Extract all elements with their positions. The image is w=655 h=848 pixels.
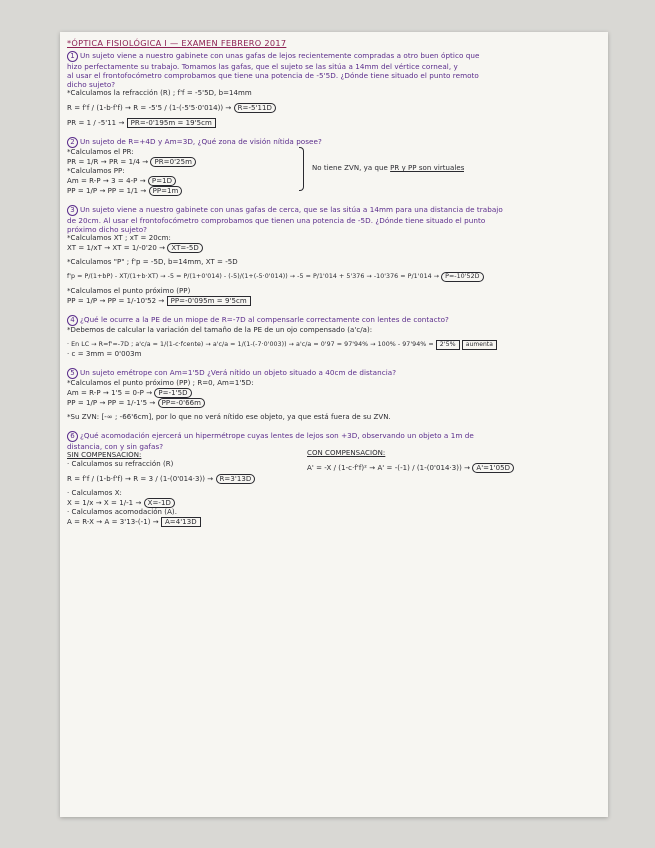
question-number: 3	[67, 205, 78, 216]
exam-sheet	[60, 32, 608, 817]
step-text: · Calculamos su refracción (R)	[67, 460, 174, 468]
step-formula: PP = 1/P → PP = 1/1 → PP=1m	[67, 186, 603, 196]
question-1-line: hizo perfectamente su trabajo. Tomamos las gafas, que el sujeto se las sitúa a 14mm del vértice corneal, y	[67, 62, 458, 71]
step-formula: R = f'f / (1-b·f'f) → R = -5'5 / (1-(-5'5·0'014)) → R=-5'11D	[67, 103, 603, 113]
question-6	[67, 431, 603, 527]
result-box: R=-5'11D	[234, 103, 276, 113]
step-text: *Calculamos la refracción (R) ; f'f = -5'5D, b=14mm	[67, 89, 252, 97]
result-box: PP=-0'66m	[158, 398, 205, 408]
step-text: · Calculamos acomodación (A).	[67, 508, 177, 516]
result-box: A'=1'05D	[472, 463, 514, 473]
step-text: *Calculamos XT ; xT = 20cm:	[67, 234, 171, 242]
result-box: aumenta	[462, 340, 497, 350]
curly-brace	[299, 147, 304, 191]
question-3-line: de 20cm. Al usar el frontofocómetro comprobamos que tienen una potencia de -5D. ¿Dónde tiene situado el punto	[67, 216, 486, 225]
step-formula: PP = 1/P → PP = 1/-1'5 → PP=-0'66m	[67, 398, 603, 408]
step-text: *Calculamos el punto próximo (PP) ; R=0, Am=1'5D:	[67, 379, 254, 387]
step-text: · c = 3mm = 0'003m	[67, 350, 142, 358]
step-formula: XT = 1/xT → XT = 1/-0'20 → XT=-5D	[67, 243, 603, 253]
result-box: PP=-0'095m = 9'5cm	[167, 296, 251, 306]
step-formula: · En LC → R=f'=-7D ; a'c/a = 1/(1-c·fcente) → a'c/a = 1/(1-(-7·0'003)) → a'c/a = 0'97 = 97'94% → 100% - 97'94% = 2'5% aumenta	[67, 340, 603, 350]
question-1	[67, 51, 603, 128]
question-2-text: 2 Un sujeto de R=+4D y Am=3D, ¿Qué zona de visión nítida posee?	[67, 137, 603, 148]
step-formula: PR = 1 / -5'11 → PR=-0'195m = 19'5cm	[67, 118, 603, 128]
step-text: *Debemos de calcular la variación del tamaño de la PE de un ojo compensado (a'c/a):	[67, 326, 373, 334]
question-6-text: 6 ¿Qué acomodación ejercerá un hipermétrope cuyas lentes de lejos son +3D, observando un objeto a 1m de	[67, 431, 603, 442]
question-number: 2	[67, 137, 78, 148]
step-formula: A' = -X / (1-c·f'f)² → A' = -(-1) / (1-(0'014·3)) → A'=1'05D	[307, 463, 514, 473]
step-formula: A = R-X → A = 3'13-(-1) → A=4'13D	[67, 517, 603, 527]
handwritten-content	[67, 38, 603, 527]
step-text: *Su ZVN: [-∞ ; -66'6cm], por lo que no verá nítido ese objeto, ya que está fuera de su ZVN.	[67, 413, 391, 421]
step-formula: f'p = P/(1+bP) - XT/(1+b·XT) → -5 = P/(1+0'014) - (-5)/(1+(-5·0'014)) → -5 = P/1'014 + 5'376 → -10'376 = P/1'014 → P=-10'52D	[67, 272, 603, 282]
result-box: R=3'13D	[216, 474, 256, 484]
question-6-line: distancia, con y sin gafas?	[67, 442, 164, 451]
result-box: PR=0'25m	[150, 157, 195, 167]
page-title: *ÓPTICA FISIOLÓGICA I — EXAMEN FEBRERO 2017	[67, 38, 287, 48]
with-compensation	[307, 449, 514, 473]
question-4-text: 4 ¿Qué le ocurre a la PE de un miope de R=-7D al compensarle correctamente con lentes de contacto?	[67, 315, 603, 326]
step-text: *Calculamos el punto próximo (PP)	[67, 287, 191, 295]
question-number: 6	[67, 431, 78, 442]
step-text: · Calculamos X:	[67, 489, 122, 497]
question-5	[67, 368, 603, 422]
step-formula: Am = R-P → 3 = 4-P → P=1D	[67, 176, 603, 186]
result-box: P=-10'52D	[441, 272, 483, 282]
note-text: No tiene ZVN, ya que PR y PP son virtuales	[312, 164, 465, 172]
question-1-text: 1 Un sujeto viene a nuestro gabinete con unas gafas de lejos recientemente compradas a otro buen óptico que	[67, 51, 603, 62]
question-3-text: 3 Un sujeto viene a nuestro gabinete con unas gafas de cerca, que se las sitúa a 14mm para una distancia de trabajo	[67, 205, 603, 216]
step-formula: Am = R-P → 1'5 = 0-P → P=-1'5D	[67, 388, 603, 398]
question-number: 1	[67, 51, 78, 62]
result-box: A=4'13D	[161, 517, 201, 527]
result-box: PR=-0'195m = 19'5cm	[127, 118, 216, 128]
question-1-line: al usar el frontofocómetro comprobamos que tiene una potencia de -5'5D. ¿Dónde tiene situado el punto remoto	[67, 71, 479, 80]
result-box: XT=-5D	[167, 243, 202, 253]
step-text: *Calculamos el PR:	[67, 148, 134, 156]
question-1-line: dicho sujeto?	[67, 80, 116, 89]
section-title: SIN COMPENSACIÓN:	[67, 451, 142, 459]
result-box: X=-1D	[144, 498, 175, 508]
question-3-line: próximo dicho sujeto?	[67, 225, 148, 234]
section-title: CON COMPENSACIÓN:	[307, 449, 386, 457]
question-5-text: 5 Un sujeto emétrope con Am=1'5D ¿Verá nítido un objeto situado a 40cm de distancia?	[67, 368, 603, 379]
question-3	[67, 205, 603, 306]
question-2	[67, 137, 603, 196]
step-text: *Calculamos PP:	[67, 167, 125, 175]
step-formula: R = f'f / (1-b·f'f) → R = 3 / (1-(0'014·3)) → R=3'13D	[67, 474, 603, 484]
step-text: *Calculamos "P" ; f'p = -5D, b=14mm, XT = -5D	[67, 258, 238, 266]
result-box: PP=1m	[149, 186, 183, 196]
question-number: 4	[67, 315, 78, 326]
result-box: P=1D	[148, 176, 176, 186]
step-formula: PP = 1/P → PP = 1/-10'52 → PP=-0'095m = 9'5cm	[67, 296, 603, 306]
question-number: 5	[67, 368, 78, 379]
step-formula: X = 1/x → X = 1/-1 → X=-1D	[67, 498, 603, 508]
question-4	[67, 315, 603, 359]
step-formula: PR = 1/R → PR = 1/4 → PR=0'25m	[67, 157, 603, 167]
result-box: P=-1'5D	[154, 388, 191, 398]
result-box: 2'5%	[436, 340, 460, 350]
